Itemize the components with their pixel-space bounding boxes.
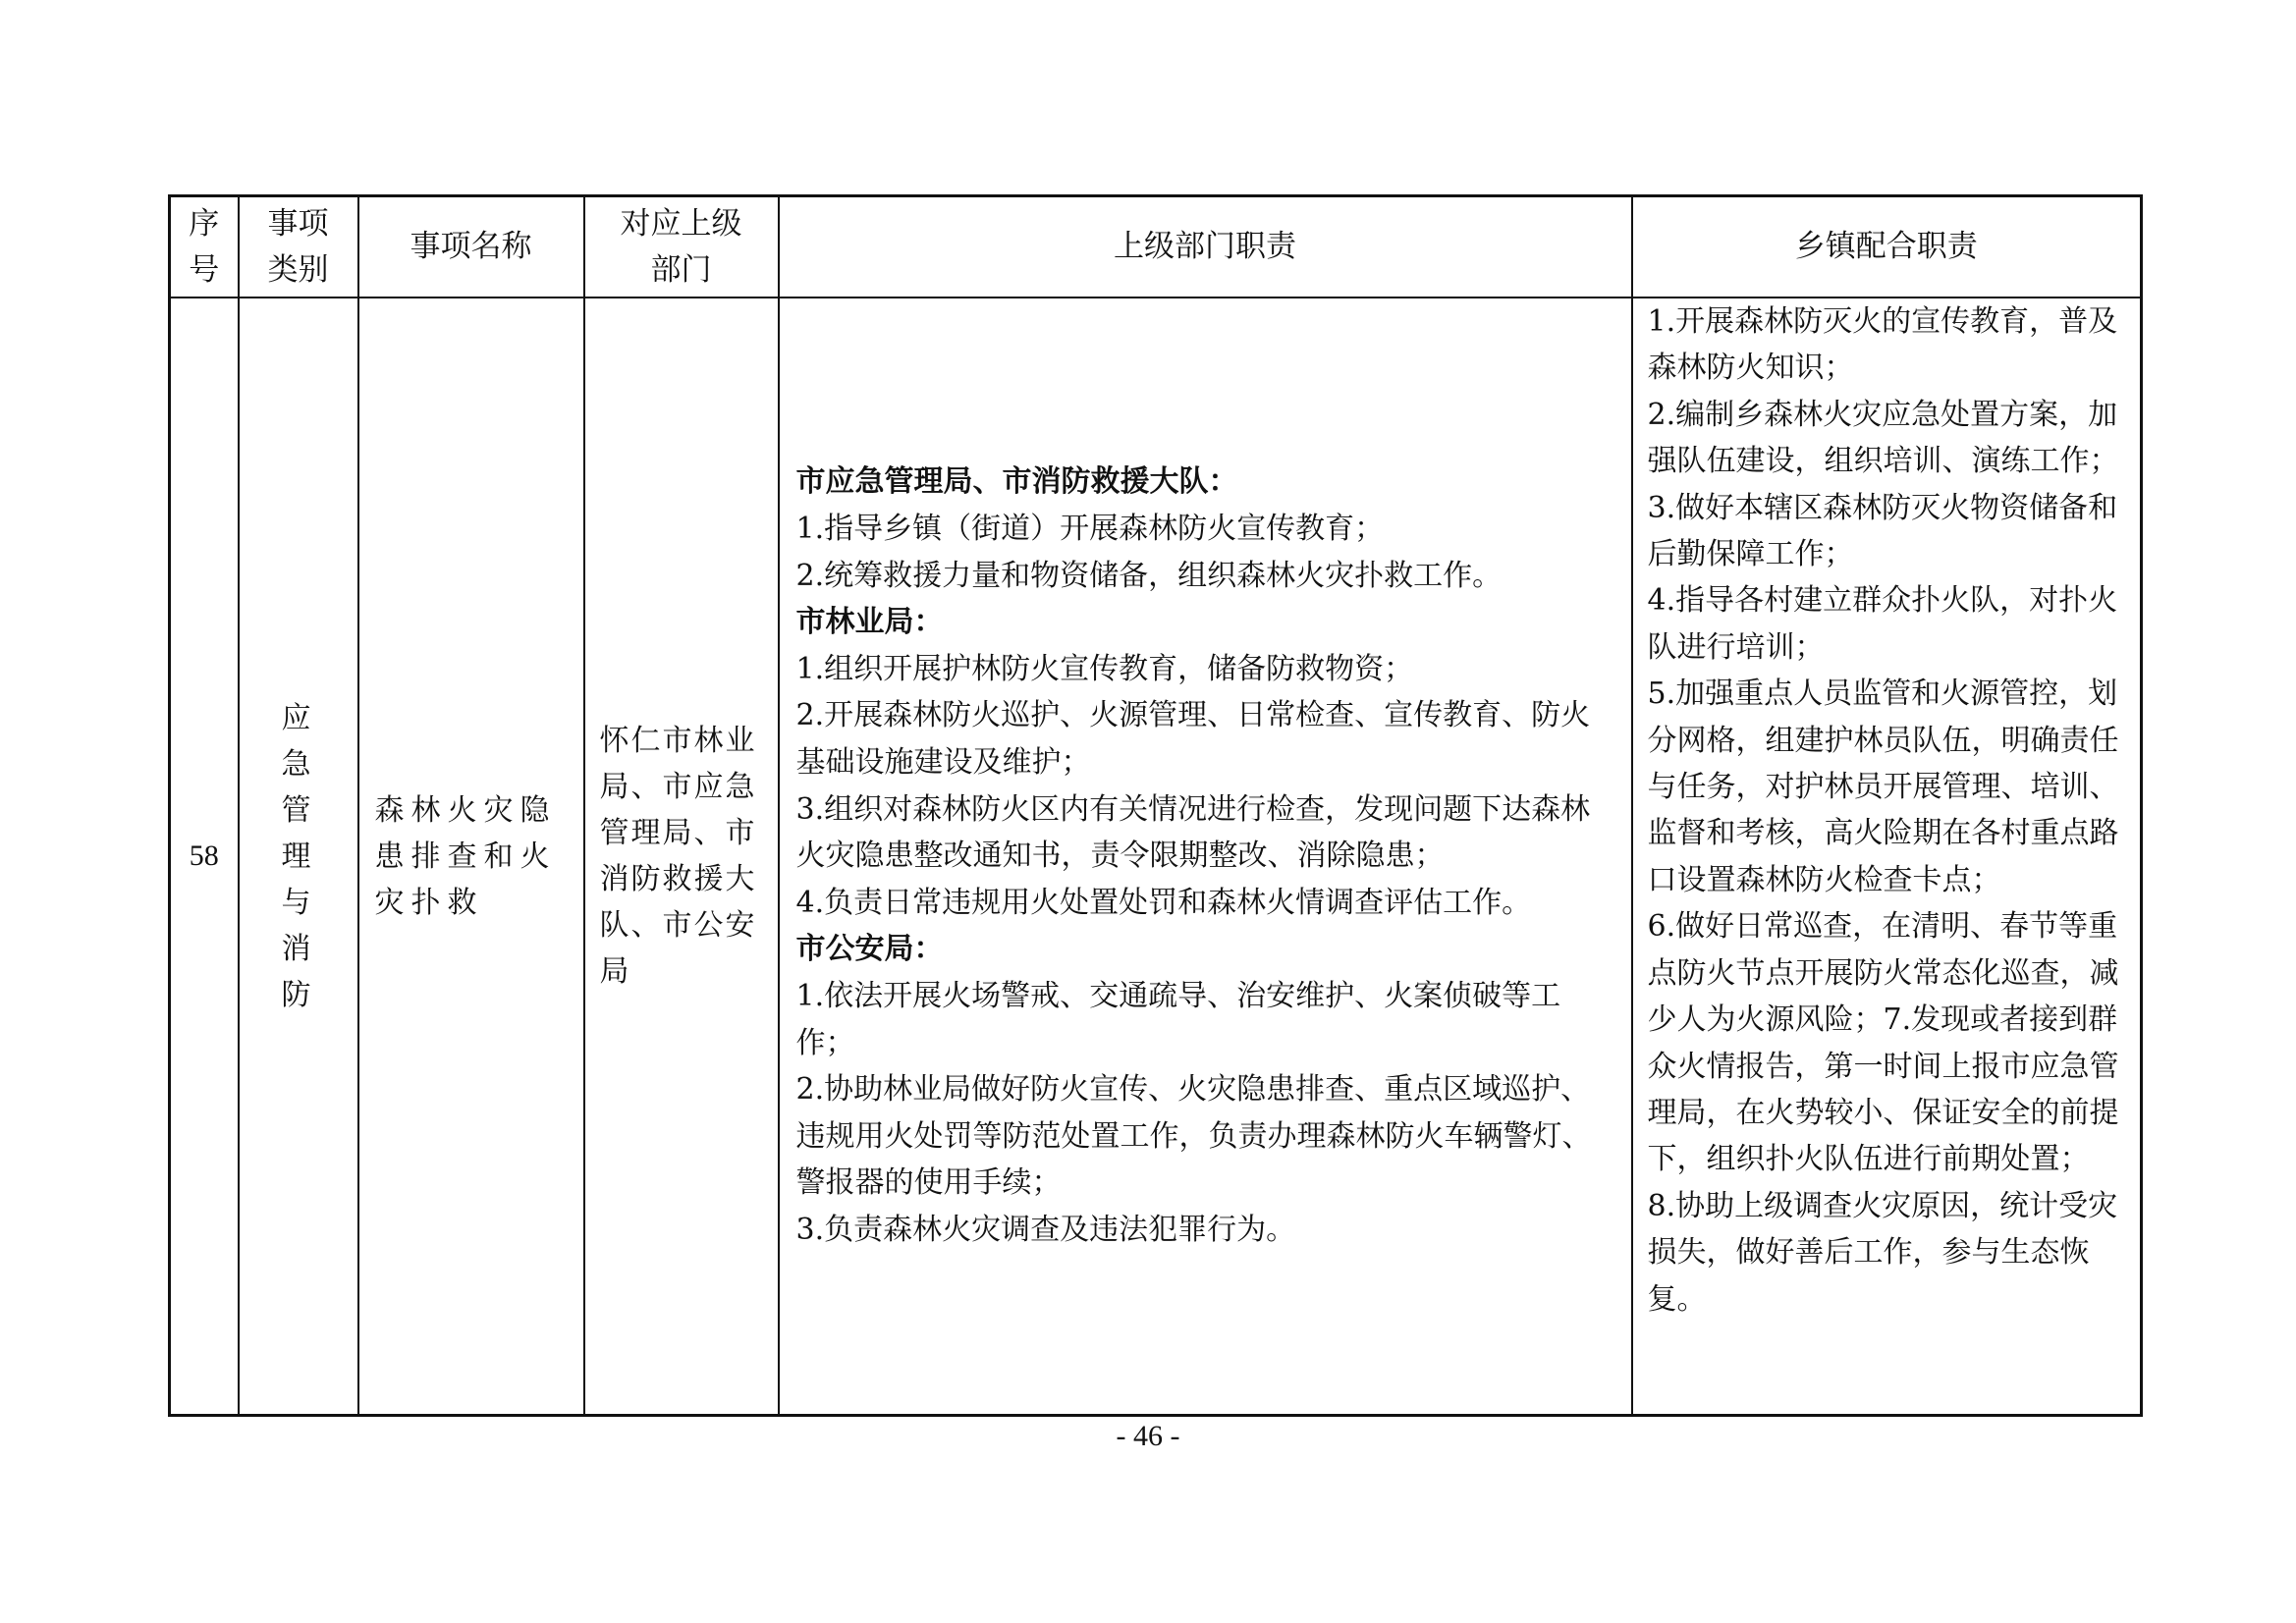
town-duty-item: 6.做好日常巡查，在清明、春节等重点防火节点开展防火常态化巡查，减少人为火源风险；7.发现或者接到群众火情报告，第一时间上报市应急管理局，在火势较小、保证安全的前提下，组织扑火队伍进行前期处置； bbox=[1647, 909, 2119, 1177]
org-heading: 市林业局： bbox=[795, 605, 944, 640]
town-duty-list bbox=[1633, 298, 2141, 1323]
duty-item: 3.负责森林火灾调查及违法犯罪行为。 bbox=[795, 1212, 1296, 1247]
duty-item: 2.开展森林防火巡护、火源管理、日常检查、宣传教育、防火基础设施建设及维护； bbox=[795, 698, 1591, 781]
cell-item-name bbox=[358, 298, 584, 1416]
upper-duty-list bbox=[780, 459, 1631, 1253]
duty-item: 1.依法开展火场警戒、交通疏导、治安维护、火案侦破等工作； bbox=[795, 978, 1561, 1060]
header-town-duty: 乡镇配合职责 bbox=[1632, 196, 2142, 298]
town-duty-item: 3.做好本辖区森林防灭火物资储备和后勤保障工作； bbox=[1647, 490, 2118, 572]
duty-table bbox=[168, 194, 2143, 1417]
duty-item: 1.组织开展护林防火宣传教育，储备防救物资； bbox=[795, 651, 1414, 686]
item-name-text: 森林火灾隐患排查和火灾扑救 bbox=[374, 792, 557, 920]
duty-item: 1.指导乡镇（街道）开展森林防火宣传教育； bbox=[795, 512, 1385, 547]
cell-seq: 58 bbox=[170, 298, 239, 1416]
cell-category bbox=[239, 298, 358, 1416]
duty-item: 4.负责日常违规用火处置处罚和森林火情调查评估工作。 bbox=[795, 885, 1532, 920]
cell-town-duty bbox=[1632, 298, 2142, 1416]
town-duty-item: 8.协助上级调查火灾原因，统计受灾损失，做好善后工作，参与生态恢复。 bbox=[1647, 1188, 2118, 1317]
header-category: 事项类别 bbox=[239, 196, 358, 298]
header-seq: 序号 bbox=[170, 196, 239, 298]
header-dept: 对应上级部门 bbox=[584, 196, 779, 298]
dept-text: 怀仁市林业局、市应急管理局、市消防救援大队、市公安局 bbox=[599, 724, 757, 989]
category-text: 应急管理与消防 bbox=[281, 700, 311, 1012]
town-duty-item: 5.加强重点人员监管和火源管控，划分网格，组建护林员队伍，明确责任与任务，对护林员开展管理、培训、监督和考核，高火险期在各村重点路口设置森林防火检查卡点； bbox=[1647, 676, 2119, 897]
header-name: 事项名称 bbox=[358, 196, 584, 298]
town-duty-item: 2.编制乡森林火灾应急处置方案，加强队伍建设，组织培训、演练工作； bbox=[1647, 397, 2119, 479]
header-upper-duty: 上级部门职责 bbox=[779, 196, 1632, 298]
org-heading: 市应急管理局、市消防救援大队： bbox=[795, 464, 1238, 500]
cell-dept bbox=[584, 298, 779, 1416]
duty-item: 3.组织对森林防火区内有关情况进行检查，发现问题下达森林火灾隐患整改通知书，责令限期整改、消除隐患； bbox=[795, 791, 1591, 874]
table-row bbox=[170, 298, 2142, 1416]
duty-item: 2.协助林业局做好防火宣传、火灾隐患排查、重点区域巡护、违规用火处罚等防范处置工作，负责办理森林防火车辆警灯、警报器的使用手续； bbox=[795, 1072, 1592, 1201]
header-row bbox=[170, 196, 2142, 298]
table-header bbox=[170, 196, 2142, 298]
town-duty-item: 4.指导各村建立群众扑火队，对扑火队进行培训； bbox=[1647, 583, 2118, 665]
duty-item: 2.统筹救援力量和物资储备，组织森林火灾扑救工作。 bbox=[795, 558, 1503, 593]
town-duty-item: 1.开展森林防灭火的宣传教育，普及森林防火知识； bbox=[1647, 304, 2118, 386]
page-number: - 46 - bbox=[1116, 1420, 1180, 1452]
org-heading: 市公安局： bbox=[795, 932, 944, 967]
cell-upper-duty bbox=[779, 298, 1632, 1416]
